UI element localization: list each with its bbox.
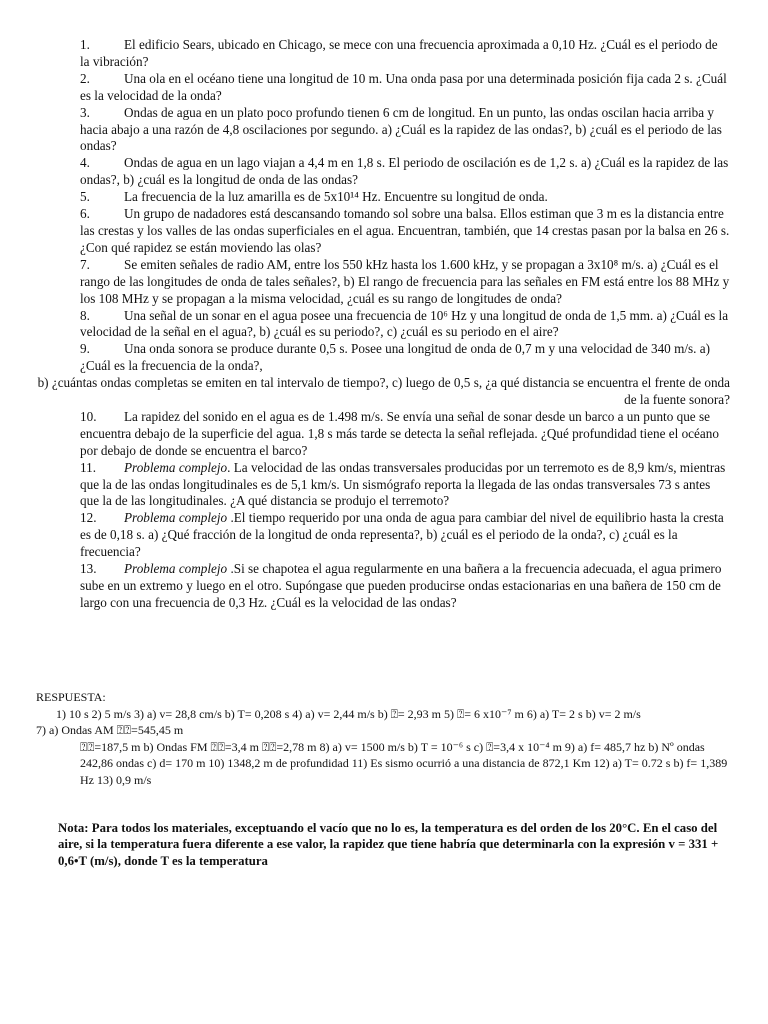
answers-line: 1) 10 s 2) 5 m/s 3) a) v= 28,8 cm/s b) T= 0,208 s 4) a) v= 2,44 m/s b) ⍰= 2,93 m 5) ⍰= 6 x10⁻⁷ m 6) a) T= 2 s b) v= 2 m/s <box>56 706 641 721</box>
problem-item: 8. Una señal de un sonar en el agua posee una frecuencia de 10⁶ Hz y una longitud de onda de 1,5 mm. a) ¿Cuál es la velocidad de la señal en el agua?, b) ¿cuál es su periodo?, c) ¿cuál es su periodo en el aire? <box>80 307 729 340</box>
problem-item: 12. Problema complejo .El tiempo requerido por una onda de agua para cambiar del nivel de equilibrio hasta la cresta es de 0,18 s. a) ¿Qué fracción de la longitud de onda representa?, b) ¿cuál es el periodo de la onda?, c) ¿cuál es la frecuencia? <box>80 510 724 560</box>
problem-item: 11. Problema complejo. La velocidad de las ondas transversales producidas por un terremoto es de 8,9 km/s, mientras que la de las ondas longitudinales es de 5,1 km/s. Un sismógrafo reporta la llegada de las ondas transversales 73 s antes que la de las longitudinales. ¿A qué distancia se produjo el terremoto? <box>80 459 726 509</box>
problem-item: 9. Una onda sonora se produce durante 0,5 s. Posee una longitud de onda de 0,7 m y una velocidad de 340 m/s. a) ¿Cuál es la frecuencia de la onda?, <box>80 341 710 374</box>
problem-item: 2. Una ola en el océano tiene una longitud de 10 m. Una onda pasa por una determinada posición fija cada 2 s. ¿Cuál es la velocidad de la onda? <box>80 70 727 103</box>
answers-line: 7) a) Ondas AM ⍰⍰=545,45 m <box>36 723 184 737</box>
problem-item: 10. La rapidez del sonido en el agua es de 1.498 m/s. Se envía una señal de sonar desde un barco a un punto que se encuentra debajo de la superficie del agua. 1,8 s más tarde se detecta la señal reflejada. ¿Qué profundidad tiene el océano por debajo de donde se encuentra el barco? <box>80 408 719 458</box>
problem-item: 6. Un grupo de nadadores está descansando tomando sol sobre una balsa. Ellos estiman que 3 m es la distancia entre las crestas y los valles de las ondas superficiales en el agua. Encuentran, también, que 14 crestas pasan por la balsa en 26 s. ¿Con qué rapidez se están moviendo las olas? <box>80 206 730 255</box>
temperature-note: Nota: Para todos los materiales, exceptuando el vacío que no lo es, la temperatura es del orden de los 20°C. En el caso del aire, si la temperatura fuera diferente a ese valor, la rapidez que tiene habría que determinarla con la expresión v = 331 + 0,6•T (m/s), donde T es la temperatura <box>58 821 719 868</box>
problem-item: 5. La frecuencia de la luz amarilla es de 5x10¹⁴ Hz. Encuentre su longitud de onda. <box>80 189 548 205</box>
problem-item: 1. El edificio Sears, ubicado en Chicago, se mece con una frecuencia aproximada a 0,10 Hz. ¿Cuál es el periodo de la vibración? <box>80 37 718 69</box>
problem-item: 7. Se emiten señales de radio AM, entre los 550 kHz hasta los 1.600 kHz, y se propagan a 3x10⁸ m/s. a) ¿Cuál es el rango de las longitudes de onda de tales señales?, b) El rango de frecuencia para las señales en FM está entre los 88 MHz y los 108 MHz y se propagan a la misma velocidad, ¿cuál es su rango de longitudes de onda? <box>80 256 730 306</box>
answers-section <box>36 689 766 788</box>
problem-item: 4. Ondas de agua en un lago viajan a 4,4 m en 1,8 s. El periodo de oscilación es de 1,2 s. a) ¿Cuál es la rapidez de las ondas?, b) ¿cuál es la longitud de onda de las ondas? <box>80 155 729 188</box>
problem-list <box>37 37 730 612</box>
problem-item: 3. Ondas de agua en un plato poco profundo tienen 6 cm de longitud. En un punto, las ondas oscilan hacia arriba y hacia abajo a una razón de 4,8 oscilaciones por segundo. a) ¿Cuál es la rapidez de las ondas?, b) ¿cuál es el periodo de las ondas? <box>80 104 722 154</box>
problem-item: 13. Problema complejo .Si se chapotea el agua regularmente en una bañera a la frecuencia adecuada, el agua primero sube en un extremo y luego en el otro. Supóngase que pueden producirse ondas estacionarias en una bañera de 150 cm de largo con una frecuencia de 0,3 Hz. ¿Cuál es la velocidad de las ondas? <box>80 561 722 610</box>
answers-line: ⍰⍰=187,5 m b) Ondas FM ⍰⍰=3,4 m ⍰⍰=2,78 m 8) a) v= 1500 m/s b) T = 10⁻⁶ s c) ⍰=3,4 x 10⁻⁴ m 9) a) f= 485,7 hz b) Nº ondas 242,86 ondas c) d= 170 m 10) 1348,2 m de profundidad 11) Es sismo ocurrió a una distancia de 872,1 Km 12) a) T= 0.72 s b) f= 1,389 Hz 13) 0,9 m/s <box>80 739 728 787</box>
problem-item-continuation: b) ¿cuántas ondas completas se emiten en tal intervalo de tiempo?, c) luego de 0,5 s, ¿a qué distancia se encuentra el frente de onda de la fuente sonora? <box>37 375 730 408</box>
answers-heading: RESPUESTA: <box>36 690 106 704</box>
